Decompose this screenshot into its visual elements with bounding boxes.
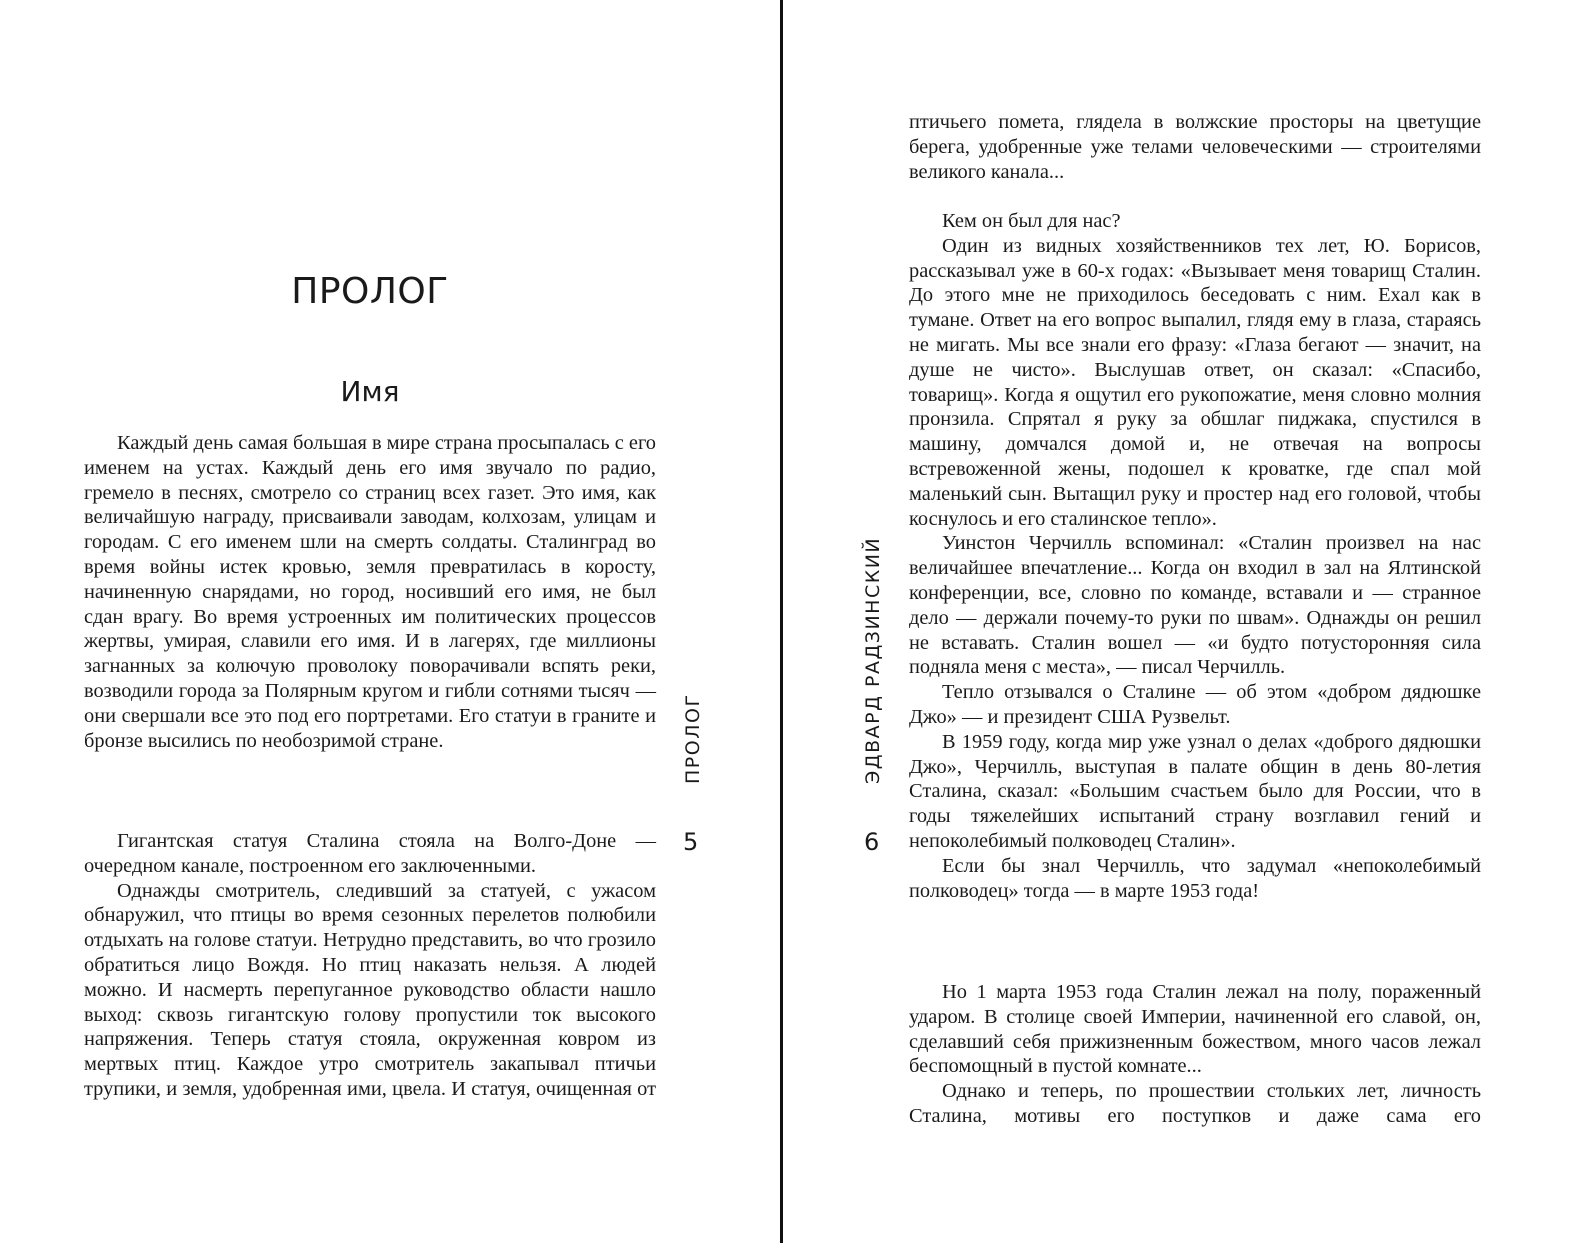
left-body-text-2 xyxy=(84,829,656,1102)
paragraph: Кем он был для нас? xyxy=(942,210,1121,232)
paragraph: Гигантская статуя Сталина стояла на Волго-Доне — очередном канале, построенном его заключенными. xyxy=(84,830,656,877)
section-title: Имя xyxy=(340,375,400,408)
right-running-head: ЭДВАРД РАДЗИНСКИЙ xyxy=(862,536,884,784)
left-running-head: ПРОЛОГ xyxy=(682,693,704,784)
left-body-text-1 xyxy=(84,431,656,753)
paragraph: Если бы знал Черчилль, что задумал «непоколебимый полководец» тогда — в марте 1953 года! xyxy=(909,854,1481,902)
paragraph: Однако и теперь, по прошествии стольких лет, личность Сталина, мотивы его поступков и даже сама его xyxy=(909,1080,1481,1127)
paragraph: Один из видных хозяйственников тех лет, Ю. Борисов, рассказывал уже в 60-х годах: «Вызывает меня товарищ Сталин. До этого мне не приходилось беседовать с ним. Ехал как в тумане. Ответ на его вопрос выпалил, глядя ему в глаза, стараясь не мигать. Мы все знали его фразу: «Глаза бегают — значит, на душе не чисто». Выслушав ответ, он сказал: «Спасибо, товарищ». Когда я ощутил его рукопожатие, меня словно молния пронзила. Спрятал я руку за обшлаг пиджака, спустился в машину, домчался домой и, не отвечая на вопросы встревоженной жены, подошел к кроватке, где спал мой маленький сын. Вытащил руку и простер над его головой, чтобы коснулось и его сталинское тепло». xyxy=(909,234,1481,530)
paragraph: Однажды смотритель, следивший за статуей, с ужасом обнаружил, что птицы во время сезонных перелетов полюбили отдыхать на голове статуи. Нетрудно представить, во что грозило обратиться лицо Вождя. Но птиц наказать нельзя. А людей можно. И насмерть перепуганное руководство области нашло выход: сквозь гигантскую голову пропустили ток высокого напряжения. Теперь статуя стояла, окруженная ковром из мертвых птиц. Каждое утро смотритель закапывал птичьи трупики, и земля, удобренная ими, цвела. И статуя, очищенная от xyxy=(84,879,656,1100)
paragraph: птичьего помета, глядела в волжские просторы на цветущие берега, удобренные уже телами человеческими — строителями великого канала... xyxy=(909,111,1481,183)
right-body-text-1 xyxy=(909,110,1481,184)
paragraph: Уинстон Черчилль вспоминал: «Сталин произвел на нас величайшее впечатление... Когда он входил в зал на Ялтинской конференции, все, словно по команде, вставали и — странное дело — держали почему-то руки по швам». Однажды он решил не вставать. Сталин вошел — «и будто потусторонняя сила подняла меня с места», — писал Черчилль. xyxy=(909,532,1481,679)
right-body-text-2 xyxy=(909,209,1481,903)
chapter-title: ПРОЛОГ xyxy=(291,271,449,312)
page-divider xyxy=(780,0,783,1243)
right-body-text-3 xyxy=(909,980,1481,1129)
left-page-number: 5 xyxy=(683,828,699,856)
paragraph: В 1959 году, когда мир уже узнал о делах «доброго дядюшки Джо», Черчилль, выступая в палате общин в день 80-летия Сталина, сказал: «Большим счастьем было для России, что в годы тяжелейших испытаний страну возглавил гений и непоколебимый полководец Сталин». xyxy=(909,730,1481,852)
paragraph: Но 1 марта 1953 года Сталин лежал на полу, пораженный ударом. В столице своей Империи, начиненной его славой, он, сделавший себя прижизненным божеством, много часов лежал беспомощный в пустой комнате... xyxy=(909,981,1481,1078)
right-page-number: 6 xyxy=(864,828,880,856)
paragraph: Тепло отзывался о Сталине — об этом «добром дядюшке Джо» — и президент США Рузвельт. xyxy=(909,681,1481,728)
paragraph: Каждый день самая большая в мире страна просыпалась с его именем на устах. Каждый день его имя звучало по радио, гремело в песнях, смотрело со страниц всех газет. Это имя, как величайшую награду, присваивали заводам, колхозам, улицам и городам. С его именем шли на смерть солдаты. Сталинград во время войны истек кровью, земля превратилась в коросту, начиненную снарядами, но город, носивший его имя, не был сдан врагу. Во время устроенных им политических процессов жертвы, умирая, славили его имя. И в лагерях, где миллионы загнанных за колючую проволоку поворачивали вспять реки, возводили города за Полярным кругом и гибли сотнями тысяч — они свершали все это под его портретами. Его статуи в граните и бронзе высились по необозримой стране. xyxy=(84,432,656,752)
